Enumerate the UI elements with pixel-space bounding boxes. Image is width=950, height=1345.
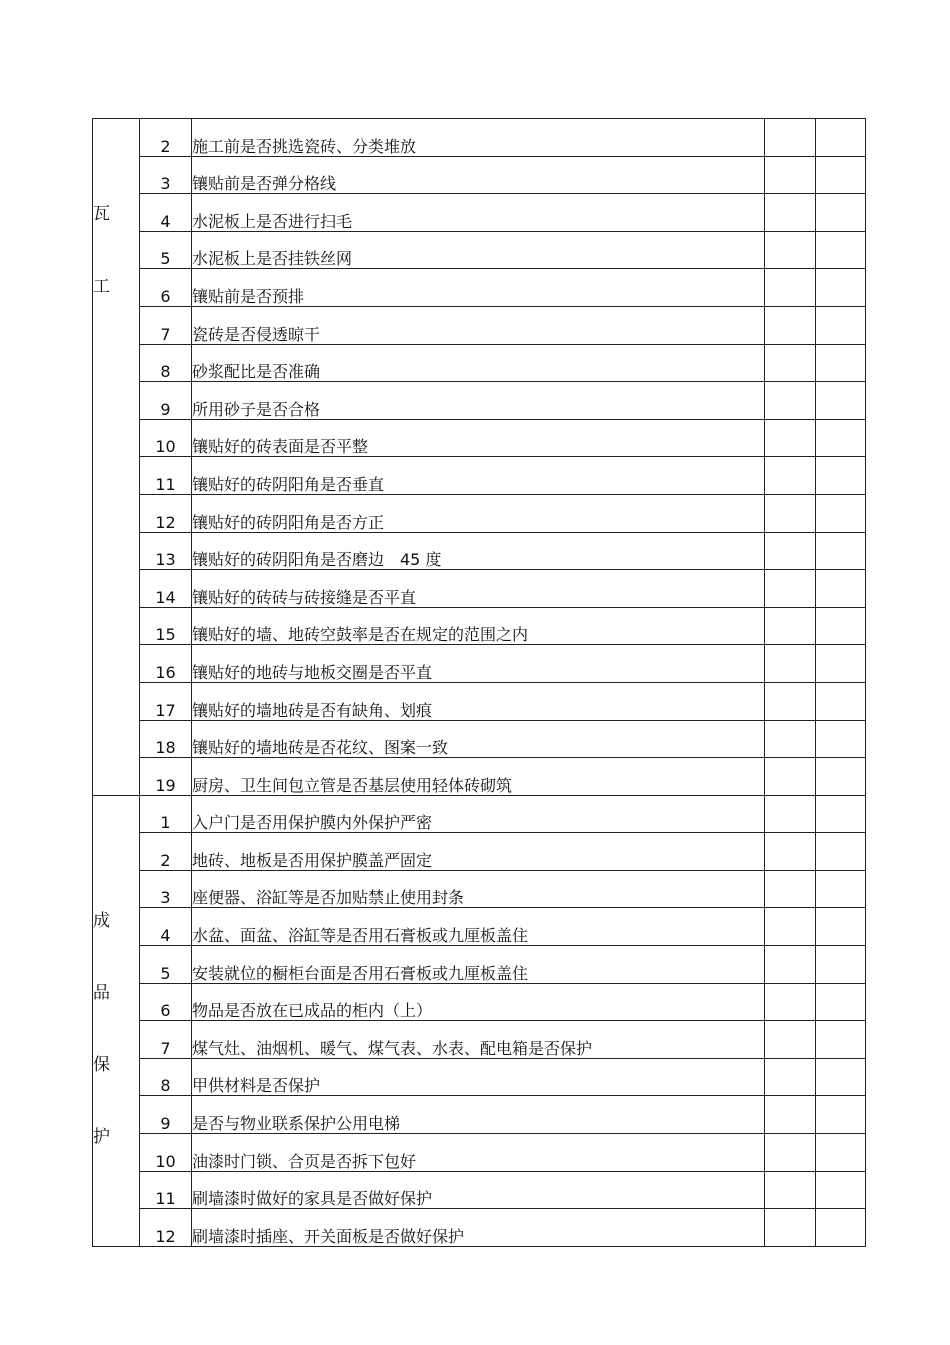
item-number: 12 (140, 494, 192, 532)
check-cell-a[interactable] (765, 983, 816, 1021)
item-number: 11 (140, 1171, 192, 1209)
check-cell-a[interactable] (765, 1058, 816, 1096)
check-item-text: 所用砂子是否合格 (192, 382, 765, 420)
check-item-text: 安装就位的橱柜台面是否用石膏板或九厘板盖住 (192, 946, 765, 984)
table-row (93, 1021, 866, 1059)
table-row (93, 758, 866, 796)
check-item-text: 镶贴好的墙、地砖空鼓率是否在规定的范围之内 (192, 607, 765, 645)
table-row (93, 607, 866, 645)
item-number: 9 (140, 382, 192, 420)
check-item-text: 镶贴好的墙地砖是否花纹、图案一致 (192, 720, 765, 758)
check-cell-b[interactable] (816, 570, 866, 608)
item-number: 13 (140, 532, 192, 570)
check-cell-b[interactable] (816, 457, 866, 495)
table-row (93, 156, 866, 194)
table-row (93, 269, 866, 307)
check-cell-b[interactable] (816, 1021, 866, 1059)
check-cell-a[interactable] (765, 1096, 816, 1134)
check-item-text: 是否与物业联系保护公用电梯 (192, 1096, 765, 1134)
check-cell-a[interactable] (765, 231, 816, 269)
check-cell-b[interactable] (816, 231, 866, 269)
check-cell-b[interactable] (816, 532, 866, 570)
table-row (93, 645, 866, 683)
check-item-text: 镶贴好的砖阴阳角是否垂直 (192, 457, 765, 495)
table-row (93, 946, 866, 984)
check-cell-b[interactable] (816, 908, 866, 946)
item-number: 19 (140, 758, 192, 796)
table-row (93, 119, 866, 157)
item-number: 2 (140, 119, 192, 157)
check-cell-a[interactable] (765, 494, 816, 532)
check-cell-a[interactable] (765, 720, 816, 758)
check-cell-b[interactable] (816, 645, 866, 683)
item-number: 3 (140, 870, 192, 908)
check-cell-b[interactable] (816, 419, 866, 457)
check-cell-a[interactable] (765, 758, 816, 796)
check-cell-a[interactable] (765, 682, 816, 720)
check-cell-a[interactable] (765, 1209, 816, 1247)
check-cell-a[interactable] (765, 457, 816, 495)
table-row (93, 306, 866, 344)
check-cell-a[interactable] (765, 1134, 816, 1172)
check-cell-b[interactable] (816, 269, 866, 307)
item-number: 6 (140, 983, 192, 1021)
check-item-text: 镶贴好的砖阴阳角是否磨边 45 度 (192, 532, 765, 570)
item-number: 10 (140, 1134, 192, 1172)
table-row (93, 1209, 866, 1247)
item-number: 8 (140, 1058, 192, 1096)
check-item-text: 水泥板上是否挂铁丝网 (192, 231, 765, 269)
table-row (93, 457, 866, 495)
table-row (93, 344, 866, 382)
check-cell-a[interactable] (765, 870, 816, 908)
check-item-text: 镶贴好的砖砖与砖接缝是否平直 (192, 570, 765, 608)
table-row (93, 983, 866, 1021)
check-cell-b[interactable] (816, 306, 866, 344)
item-number: 8 (140, 344, 192, 382)
table-row (93, 682, 866, 720)
table-row (93, 795, 866, 833)
check-cell-b[interactable] (816, 1096, 866, 1134)
check-cell-b[interactable] (816, 946, 866, 984)
check-cell-a[interactable] (765, 607, 816, 645)
table-row (93, 419, 866, 457)
item-number: 10 (140, 419, 192, 457)
category-label-char: 成 (93, 910, 110, 931)
table-row (93, 570, 866, 608)
check-item-text: 物品是否放在已成品的柜内（上） (192, 983, 765, 1021)
check-cell-a[interactable] (765, 269, 816, 307)
check-cell-a[interactable] (765, 306, 816, 344)
check-item-text: 施工前是否挑选瓷砖、分类堆放 (192, 119, 765, 157)
item-number: 17 (140, 682, 192, 720)
table-row (93, 833, 866, 871)
check-item-text: 镶贴好的砖阴阳角是否方正 (192, 494, 765, 532)
check-item-text: 油漆时门锁、合页是否拆下包好 (192, 1134, 765, 1172)
check-cell-b[interactable] (816, 1058, 866, 1096)
check-cell-a[interactable] (765, 419, 816, 457)
check-item-text: 镶贴前是否预排 (192, 269, 765, 307)
item-number: 7 (140, 306, 192, 344)
check-cell-b[interactable] (816, 607, 866, 645)
check-item-text: 砂浆配比是否准确 (192, 344, 765, 382)
check-item-text: 刷墙漆时做好的家具是否做好保护 (192, 1171, 765, 1209)
check-item-text: 煤气灶、油烟机、暖气、煤气表、水表、配电箱是否保护 (192, 1021, 765, 1059)
item-number: 14 (140, 570, 192, 608)
check-cell-a[interactable] (765, 156, 816, 194)
check-item-text: 镶贴好的墙地砖是否有缺角、划痕 (192, 682, 765, 720)
category-cell (93, 119, 140, 796)
check-cell-a[interactable] (765, 946, 816, 984)
table-row (93, 1134, 866, 1172)
item-number: 6 (140, 269, 192, 307)
check-item-text: 镶贴前是否弹分格线 (192, 156, 765, 194)
check-item-text: 地砖、地板是否用保护膜盖严固定 (192, 833, 765, 871)
table-row (93, 720, 866, 758)
check-cell-a[interactable] (765, 795, 816, 833)
check-cell-b[interactable] (816, 119, 866, 157)
category-label-char: 保 (93, 1054, 110, 1075)
check-cell-b[interactable] (816, 682, 866, 720)
table-row (93, 231, 866, 269)
table-row (93, 1058, 866, 1096)
check-cell-b[interactable] (816, 720, 866, 758)
checklist-body (93, 119, 866, 1247)
item-number: 5 (140, 231, 192, 269)
check-cell-b[interactable] (816, 494, 866, 532)
check-cell-b[interactable] (816, 194, 866, 232)
item-number: 4 (140, 908, 192, 946)
item-number: 1 (140, 795, 192, 833)
table-row (93, 1096, 866, 1134)
check-cell-b[interactable] (816, 1134, 866, 1172)
table-row (93, 382, 866, 420)
item-number: 4 (140, 194, 192, 232)
category-label-char: 护 (93, 1126, 110, 1147)
check-item-text: 瓷砖是否侵透晾干 (192, 306, 765, 344)
check-item-text: 入户门是否用保护膜内外保护严密 (192, 795, 765, 833)
check-cell-a[interactable] (765, 570, 816, 608)
category-cell (93, 795, 140, 1246)
item-number: 9 (140, 1096, 192, 1134)
check-item-text: 镶贴好的地砖与地板交圈是否平直 (192, 645, 765, 683)
check-cell-a[interactable] (765, 908, 816, 946)
table-row (93, 870, 866, 908)
check-cell-b[interactable] (816, 156, 866, 194)
item-number: 18 (140, 720, 192, 758)
item-number: 12 (140, 1209, 192, 1247)
table-row (93, 194, 866, 232)
check-cell-b[interactable] (816, 870, 866, 908)
check-item-text: 座便器、浴缸等是否加贴禁止使用封条 (192, 870, 765, 908)
inspection-checklist-table (92, 118, 866, 1247)
check-cell-b[interactable] (816, 795, 866, 833)
category-label-char: 品 (93, 982, 110, 1003)
table-row (93, 494, 866, 532)
check-cell-a[interactable] (765, 833, 816, 871)
item-number: 15 (140, 607, 192, 645)
category-label-char: 工 (93, 277, 110, 297)
check-cell-a[interactable] (765, 119, 816, 157)
check-item-text: 厨房、卫生间包立管是否基层使用轻体砖砌筑 (192, 758, 765, 796)
check-item-text: 镶贴好的砖表面是否平整 (192, 419, 765, 457)
check-item-text: 刷墙漆时插座、开关面板是否做好保护 (192, 1209, 765, 1247)
check-cell-b[interactable] (816, 833, 866, 871)
item-number: 5 (140, 946, 192, 984)
check-cell-b[interactable] (816, 1209, 866, 1247)
check-cell-b[interactable] (816, 983, 866, 1021)
check-cell-b[interactable] (816, 758, 866, 796)
check-item-text: 水盆、面盆、浴缸等是否用石膏板或九厘板盖住 (192, 908, 765, 946)
check-cell-a[interactable] (765, 1021, 816, 1059)
check-cell-a[interactable] (765, 532, 816, 570)
item-number: 7 (140, 1021, 192, 1059)
item-number: 16 (140, 645, 192, 683)
check-cell-a[interactable] (765, 344, 816, 382)
check-cell-b[interactable] (816, 344, 866, 382)
check-cell-a[interactable] (765, 382, 816, 420)
check-cell-b[interactable] (816, 382, 866, 420)
check-item-text: 水泥板上是否进行扫毛 (192, 194, 765, 232)
item-number: 3 (140, 156, 192, 194)
category-label-char: 瓦 (93, 204, 110, 224)
table-row (93, 1171, 866, 1209)
check-cell-b[interactable] (816, 1171, 866, 1209)
table-row (93, 532, 866, 570)
check-cell-a[interactable] (765, 194, 816, 232)
item-number: 2 (140, 833, 192, 871)
check-cell-a[interactable] (765, 645, 816, 683)
check-cell-a[interactable] (765, 1171, 816, 1209)
table-row (93, 908, 866, 946)
item-number: 11 (140, 457, 192, 495)
check-item-text: 甲供材料是否保护 (192, 1058, 765, 1096)
